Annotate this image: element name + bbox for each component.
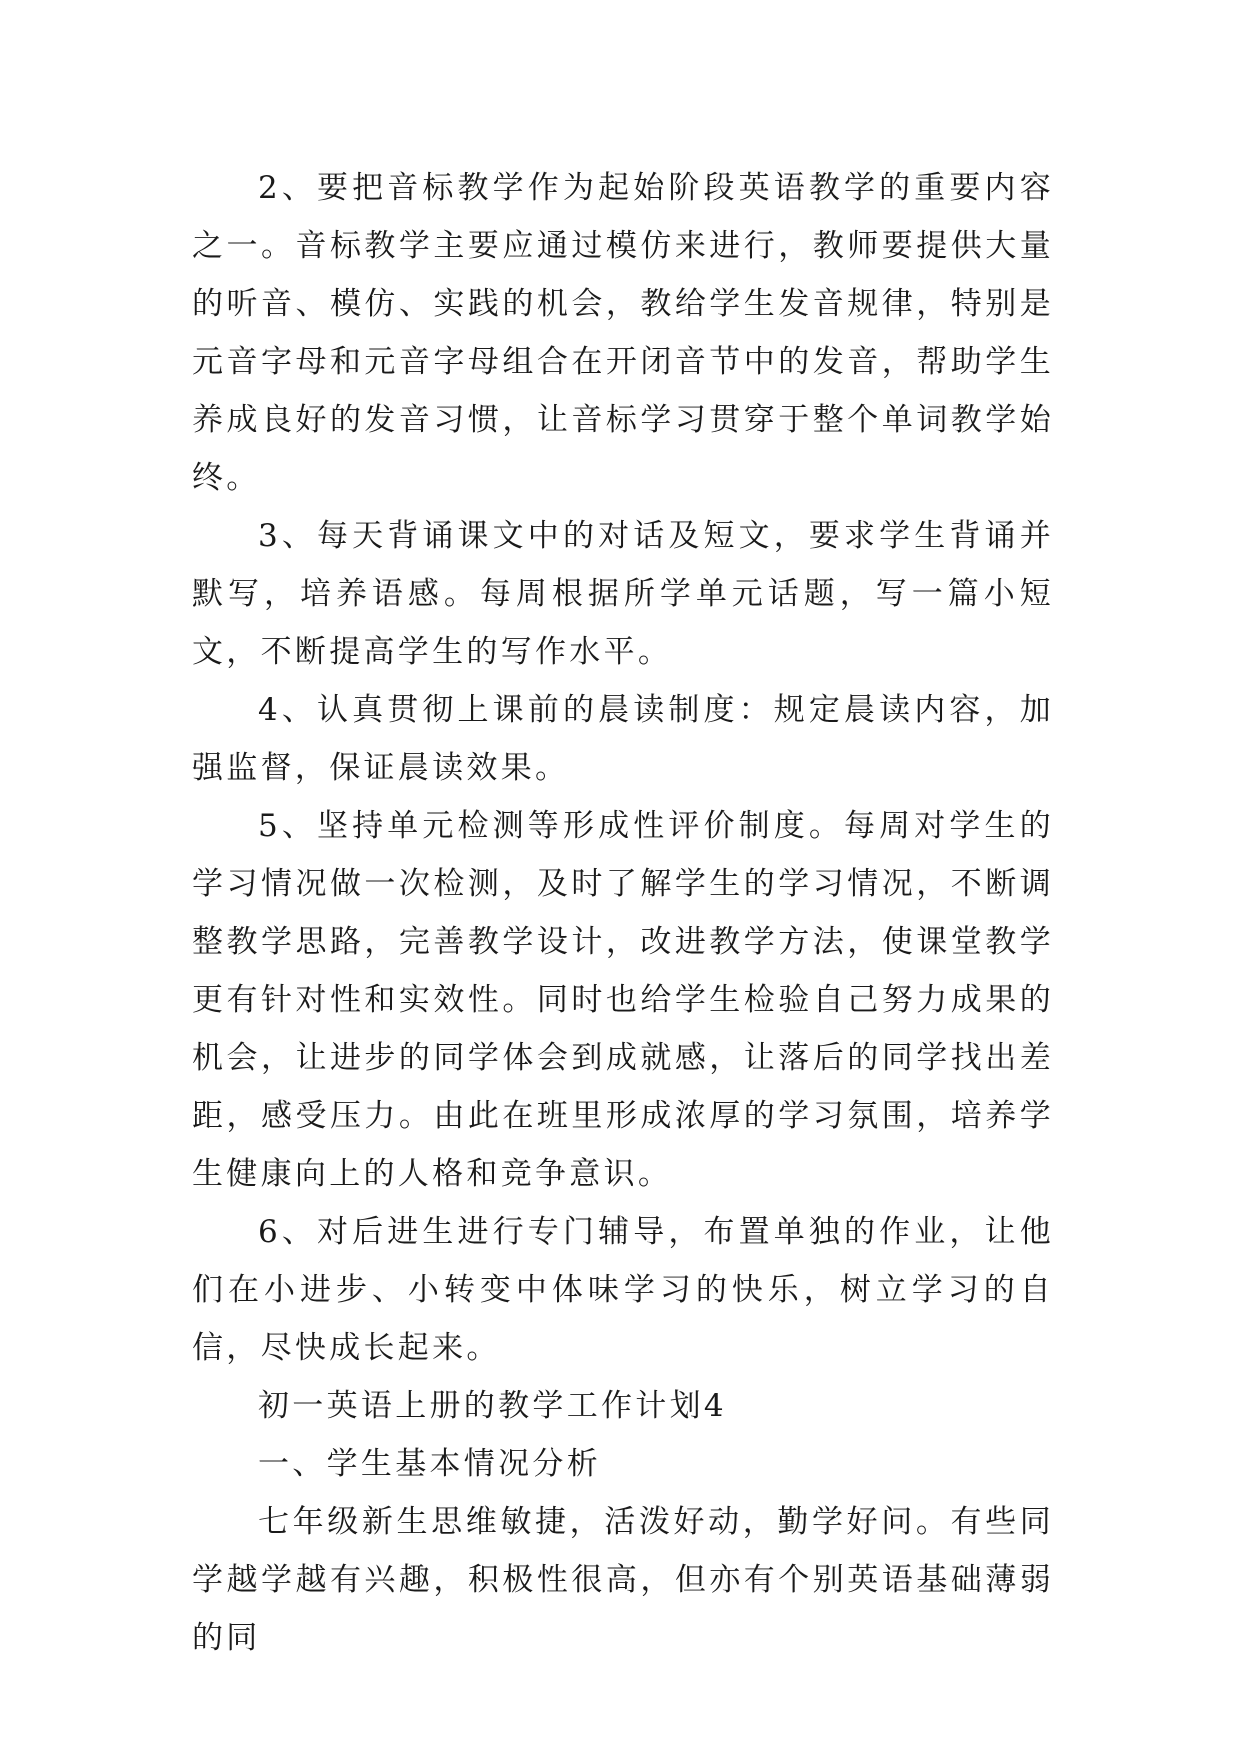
paragraph-student-analysis: 七年级新生思维敏捷，活泼好动，勤学好问。有些同学越学越有兴趣，积极性很高，但亦有个别英语基础薄弱的同 xyxy=(192,1504,1054,1656)
paragraph-phonetics: 2、要把音标教学作为起始阶段英语教学的重要内容之一。音标教学主要应通过模仿来进行，教师要提供大量的听音、模仿、实践的机会，教给学生发音规律，特别是元音字母和元音字母组合在开闭音节中的发音，帮助学生养成良好的发音习惯，让音标学习贯穿于整个单词教学始终。 xyxy=(192,170,1054,496)
section-title: 初一英语上册的教学工作计划4 xyxy=(258,1388,727,1424)
paragraph-morning-reading: 4、认真贯彻上课前的晨读制度：规定晨读内容，加强监督，保证晨读效果。 xyxy=(192,692,1054,786)
paragraph-recitation: 3、每天背诵课文中的对话及短文，要求学生背诵并默写，培养语感。每周根据所学单元话题，写一篇小短文，不断提高学生的写作水平。 xyxy=(192,518,1054,670)
paragraph-tutoring: 6、对后进生进行专门辅导，布置单独的作业，让他们在小进步、小转变中体味学习的快乐，树立学习的自信，尽快成长起来。 xyxy=(192,1214,1054,1366)
document-body xyxy=(192,159,1054,1667)
section-heading: 一、学生基本情况分析 xyxy=(258,1446,601,1482)
paragraph-unit-testing: 5、坚持单元检测等形成性评价制度。每周对学生的学习情况做一次检测，及时了解学生的学习情况，不断调整教学思路，完善教学设计，改进教学方法，使课堂教学更有针对性和实效性。同时也给学生检验自己努力成果的机会，让进步的同学体会到成就感，让落后的同学找出差距，感受压力。由此在班里形成浓厚的学习氛围，培养学生健康向上的人格和竞争意识。 xyxy=(192,808,1054,1192)
